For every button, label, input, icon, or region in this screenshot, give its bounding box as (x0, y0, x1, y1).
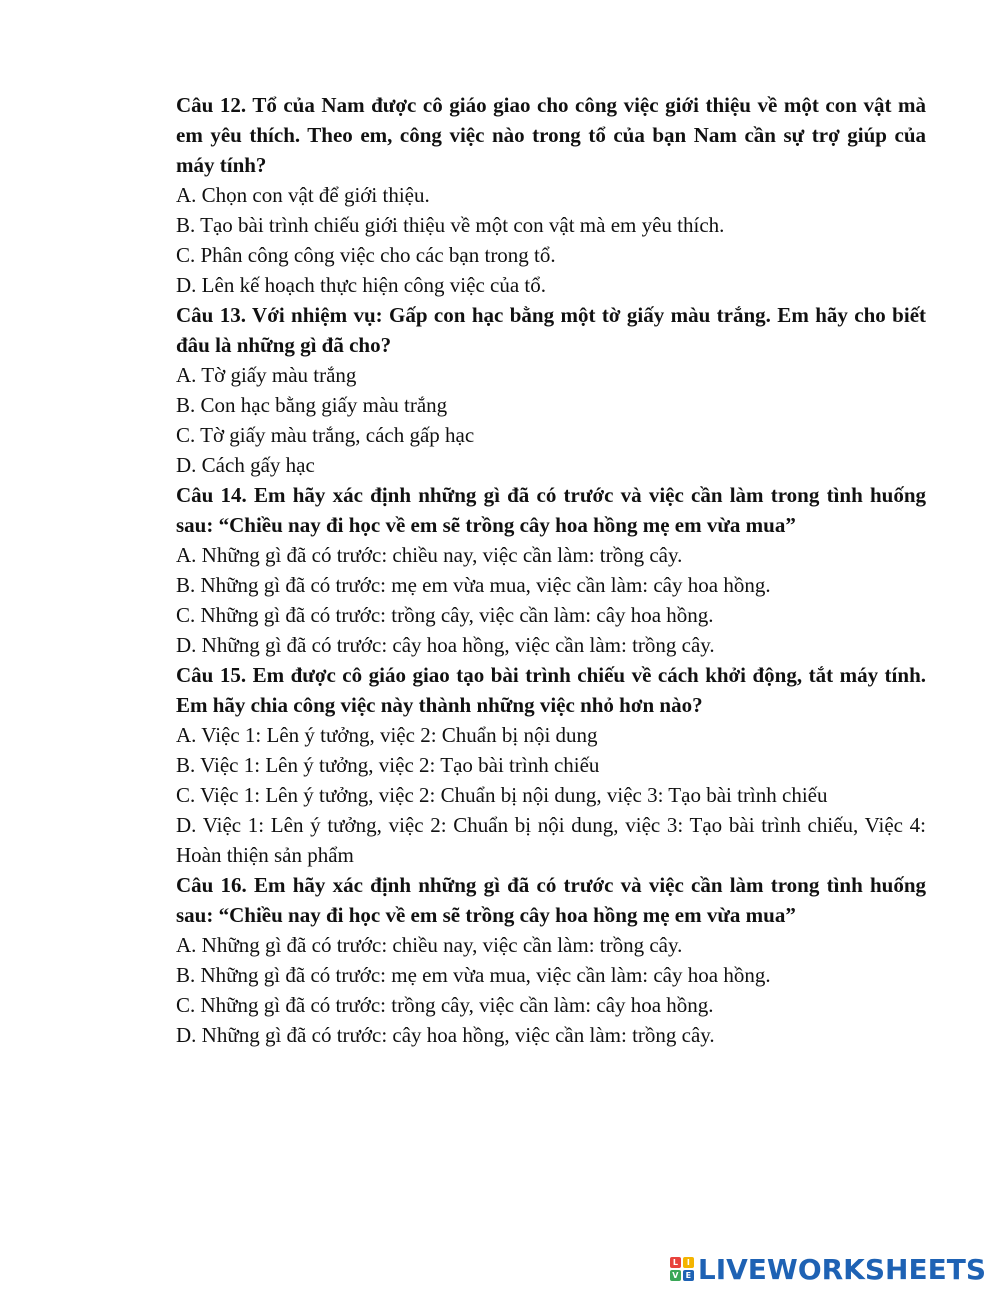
logo-icon (670, 1257, 694, 1281)
option-a[interactable]: A. Những gì đã có trước: chiều nay, việc cần làm: trồng cây. (176, 933, 683, 957)
option-b[interactable]: B. Những gì đã có trước: mẹ em vừa mua, việc cần làm: cây hoa hồng. (176, 963, 771, 987)
option-d[interactable]: D. Cách gấy hạc (176, 453, 315, 477)
option-d[interactable]: D. Những gì đã có trước: cây hoa hồng, việc cần làm: trồng cây. (176, 1023, 715, 1047)
question-14 (176, 480, 926, 660)
question-13 (176, 300, 926, 480)
option-b[interactable]: B. Việc 1: Lên ý tưởng, việc 2: Tạo bài trình chiếu (176, 753, 600, 777)
question-title (176, 90, 926, 180)
logo-cell: E (683, 1270, 694, 1281)
logo-cell: L (670, 1257, 681, 1268)
option-d[interactable]: D. Việc 1: Lên ý tưởng, việc 2: Chuẩn bị nội dung, việc 3: Tạo bài trình chiếu, Việc 4: Hoàn thiện sản phẩm (176, 813, 926, 867)
question-label: Câu 15. (176, 663, 247, 687)
question-16 (176, 870, 926, 1050)
question-12 (176, 90, 926, 300)
option-c[interactable]: C. Phân công công việc cho các bạn trong tổ. (176, 243, 556, 267)
question-text: Với nhiệm vụ: Gấp con hạc bằng một tờ giấy màu trắng. Em hãy cho biết đâu là những gì đã cho? (176, 303, 927, 357)
question-label: Câu 16. (176, 873, 247, 897)
question-label: Câu 14. (176, 483, 247, 507)
option-a[interactable]: A. Chọn con vật để giới thiệu. (176, 183, 430, 207)
worksheet (176, 90, 926, 1050)
liveworksheets-logo (670, 1252, 986, 1286)
question-title (176, 480, 926, 540)
option-a[interactable]: A. Tờ giấy màu trắng (176, 363, 357, 387)
logo-cell: V (670, 1270, 681, 1281)
question-text: Tổ của Nam được cô giáo giao cho công việc giới thiệu về một con vật mà em yêu thích. Theo em, công việc nào trong tổ của bạn Nam cần sự trợ giúp của máy tính? (176, 93, 926, 177)
brand-text: LIVEWORKSHEETS (697, 1252, 986, 1286)
option-c[interactable]: C. Những gì đã có trước: trồng cây, việc cần làm: cây hoa hồng. (176, 993, 714, 1017)
option-d[interactable]: D. Những gì đã có trước: cây hoa hồng, việc cần làm: trồng cây. (176, 633, 715, 657)
question-label: Câu 13. (176, 303, 246, 327)
question-label: Câu 12. (176, 93, 247, 117)
option-c[interactable]: C. Việc 1: Lên ý tưởng, việc 2: Chuẩn bị nội dung, việc 3: Tạo bài trình chiếu (176, 783, 828, 807)
question-text: Em được cô giáo giao tạo bài trình chiếu về cách khởi động, tắt máy tính. Em hãy chia công việc này thành những việc nhỏ hơn nào? (176, 663, 926, 717)
question-title (176, 660, 926, 720)
option-c[interactable]: C. Tờ giấy màu trắng, cách gấp hạc (176, 423, 475, 447)
question-text: Em hãy xác định những gì đã có trước và việc cần làm trong tình huống sau: “Chiều nay đi học về em sẽ trồng cây hoa hồng mẹ em vừa mua” (176, 483, 926, 537)
option-b[interactable]: B. Con hạc bằng giấy màu trắng (176, 393, 448, 417)
question-15 (176, 660, 926, 870)
option-b[interactable]: B. Những gì đã có trước: mẹ em vừa mua, việc cần làm: cây hoa hồng. (176, 573, 771, 597)
question-text: Em hãy xác định những gì đã có trước và việc cần làm trong tình huống sau: “Chiều nay đi học về em sẽ trồng cây hoa hồng mẹ em vừa mua” (176, 873, 926, 927)
question-title (176, 300, 926, 360)
option-a[interactable]: A. Việc 1: Lên ý tưởng, việc 2: Chuẩn bị nội dung (176, 723, 598, 747)
logo-cell: I (683, 1257, 694, 1268)
option-a[interactable]: A. Những gì đã có trước: chiều nay, việc cần làm: trồng cây. (176, 543, 683, 567)
option-d[interactable]: D. Lên kế hoạch thực hiện công việc của tổ. (176, 273, 546, 297)
question-title (176, 870, 926, 930)
option-c[interactable]: C. Những gì đã có trước: trồng cây, việc cần làm: cây hoa hồng. (176, 603, 714, 627)
option-b[interactable]: B. Tạo bài trình chiếu giới thiệu về một con vật mà em yêu thích. (176, 213, 725, 237)
